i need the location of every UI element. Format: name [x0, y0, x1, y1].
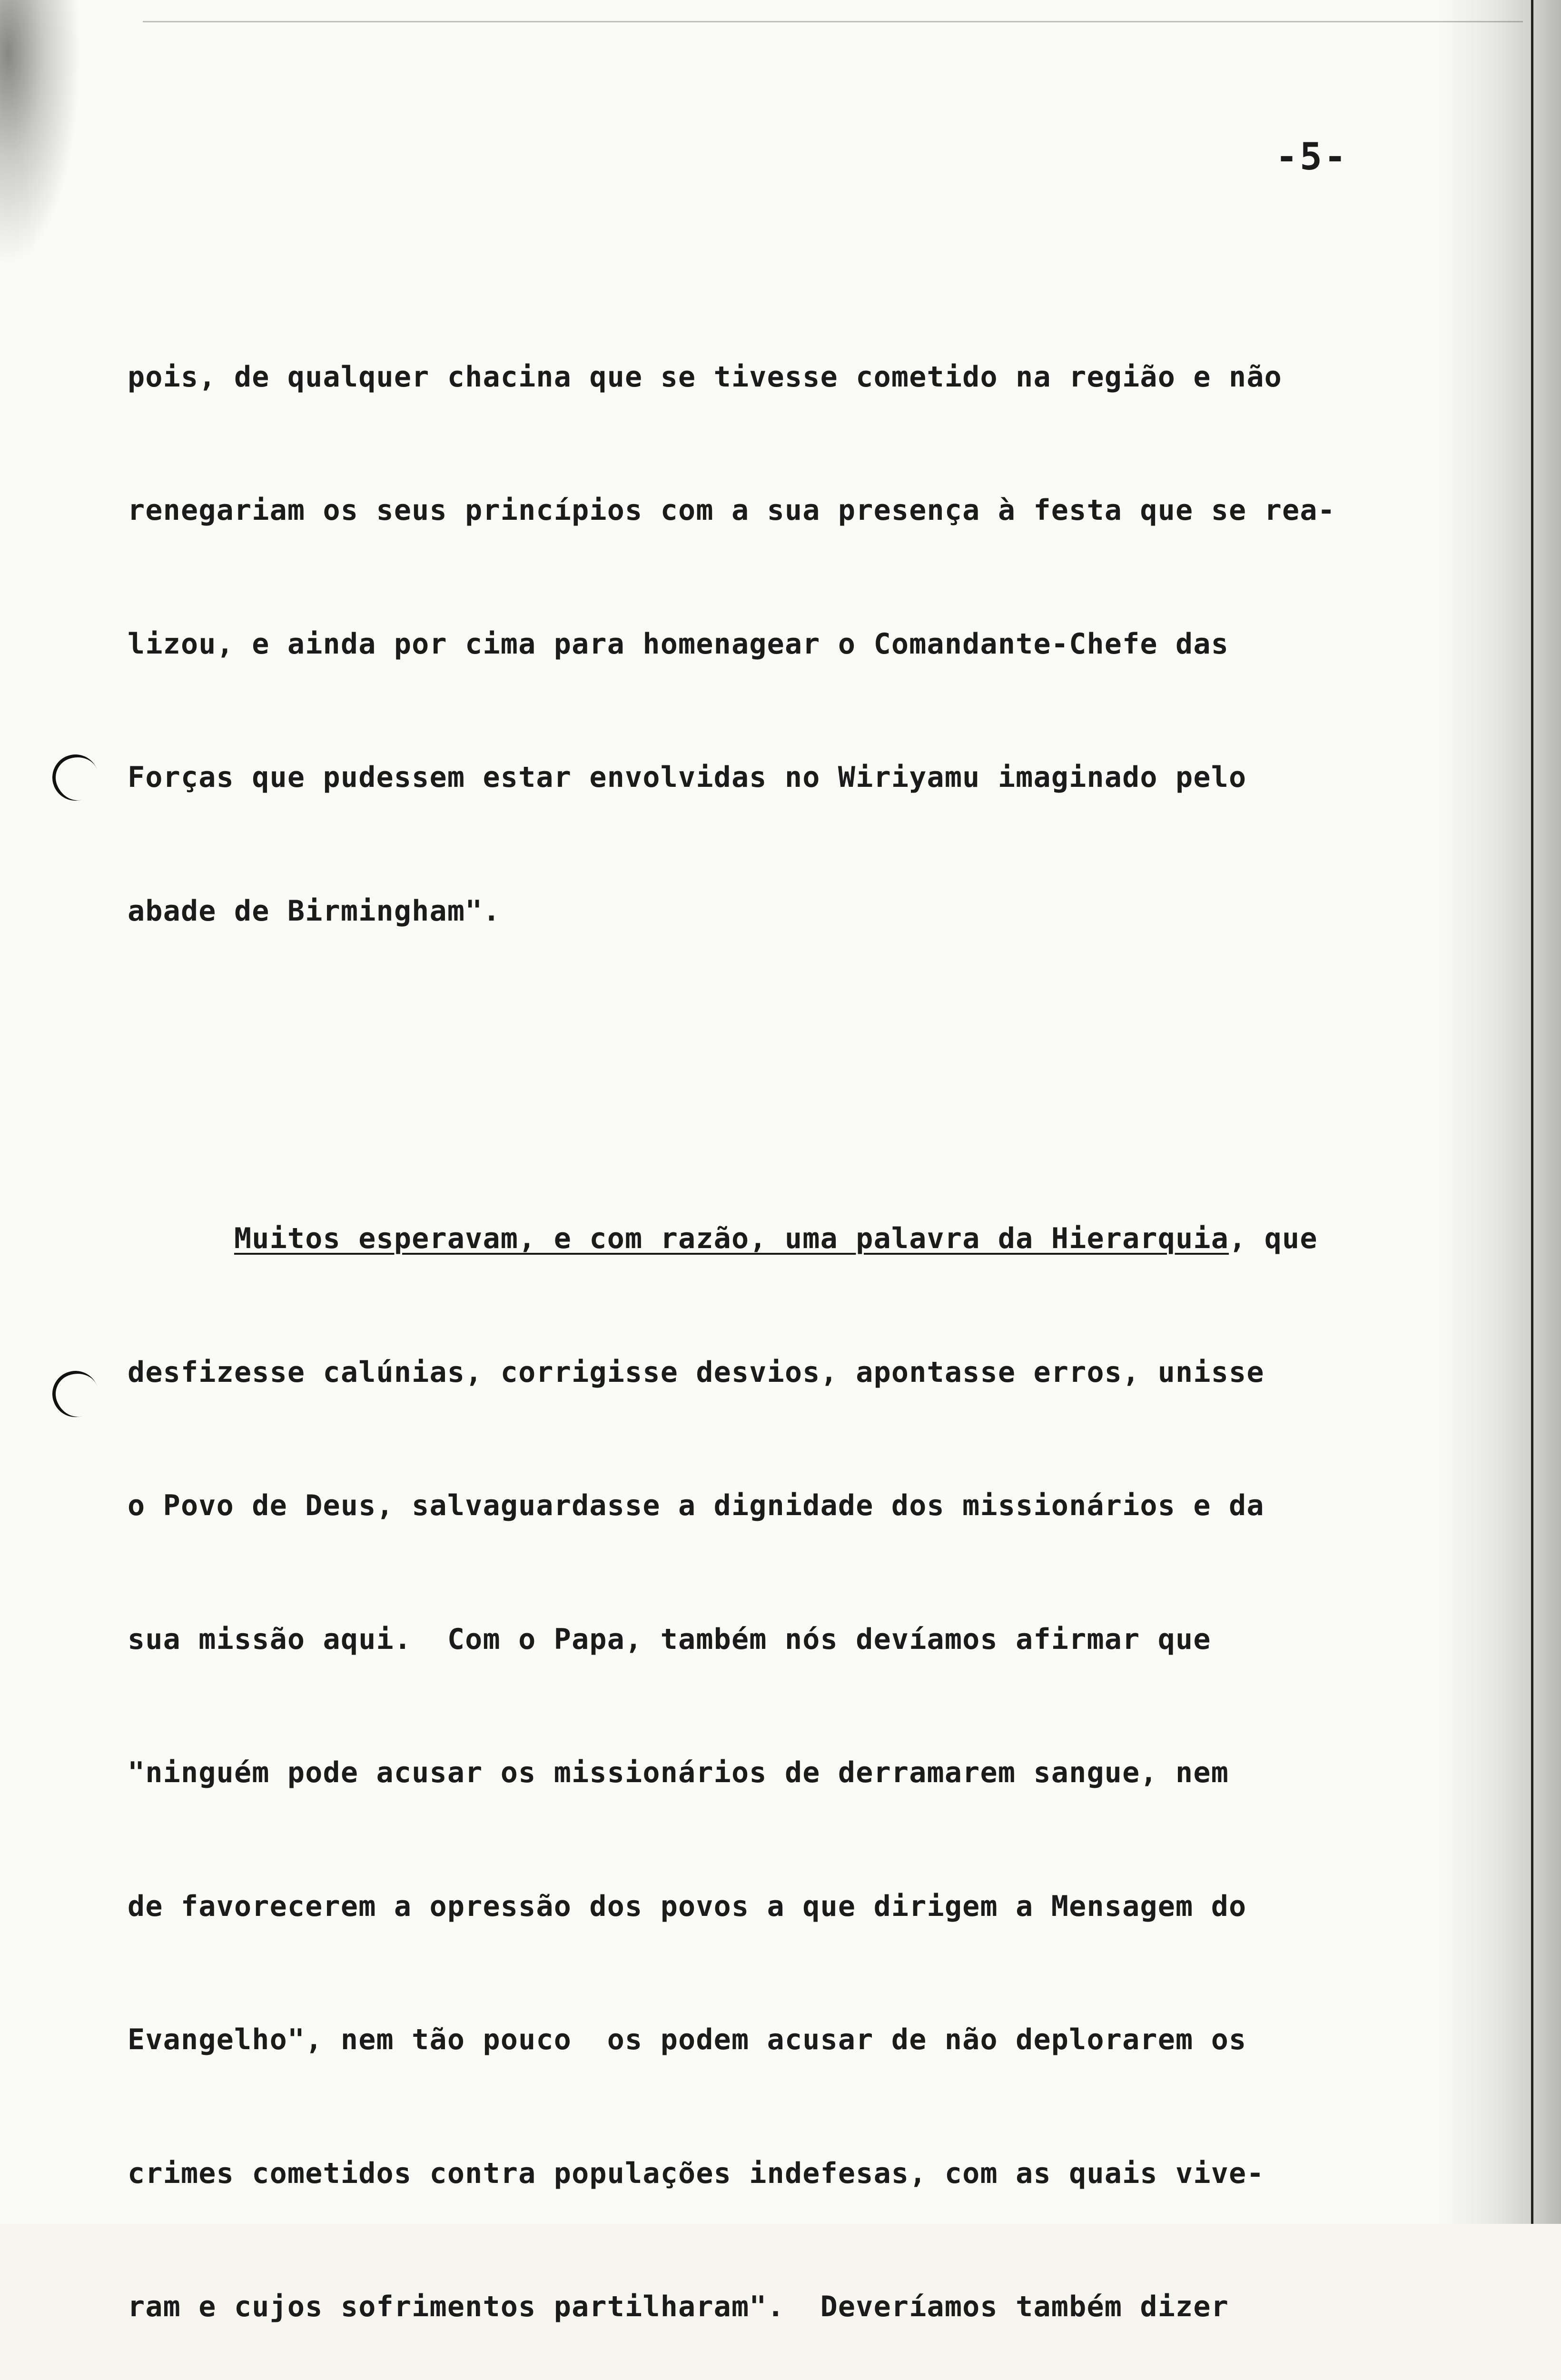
text-line: [128, 1217, 1432, 1261]
paragraph-gap: [128, 1022, 1432, 1039]
punch-hole-mark: [46, 748, 105, 807]
text-line: Forças que pudessem estar envolvidas no Wiriyamu imaginado pelo: [128, 761, 1247, 794]
text-line: crimes cometidos contra populações indefesas, com as quais vive-: [128, 2156, 1265, 2190]
text-line: o Povo de Deus, salvaguardasse a dignidade dos missionários e da: [128, 1489, 1265, 1522]
page-number: -5-: [1275, 136, 1348, 178]
text-line: de favorecerem a opressão dos povos a que dirigem a Mensagem do: [128, 1889, 1247, 1923]
document-body: [128, 221, 1432, 2380]
text-line: Evangelho", nem tão pouco os podem acusar de não deplorarem os: [128, 2023, 1247, 2056]
text-line: lizou, e ainda por cima para homenagear o Comandante-Chefe das: [128, 627, 1229, 661]
text-line: abade de Birmingham".: [128, 894, 501, 928]
text-line: pois, de qualquer chacina que se tivesse cometido na região e não: [128, 360, 1282, 394]
text-line: desfizesse calúnias, corrigisse desvios, apontasse erros, unisse: [128, 1355, 1265, 1389]
underlined-phrase: Muitos esperavam, e com razão, uma palavra da Hierarquia: [234, 1222, 1229, 1255]
text-line: renegariam os seus princípios com a sua presença à festa que se rea-: [128, 494, 1335, 527]
text-fragment: , que: [1229, 1222, 1318, 1255]
scan-shadow-left: [0, 0, 81, 267]
punch-hole-mark: [46, 1364, 105, 1423]
page-edge-line: [1531, 0, 1533, 2224]
scan-top-line: [143, 21, 1523, 22]
text-line: ram e cujos sofrimentos partilharam". Deveríamos também dizer: [128, 2290, 1229, 2323]
text-line: sua missão aqui. Com o Papa, também nós devíamos afirmar que: [128, 1622, 1211, 1656]
scan-shadow-right: [1437, 0, 1561, 2224]
text-line: "ninguém pode acusar os missionários de derramarem sangue, nem: [128, 1756, 1229, 1789]
